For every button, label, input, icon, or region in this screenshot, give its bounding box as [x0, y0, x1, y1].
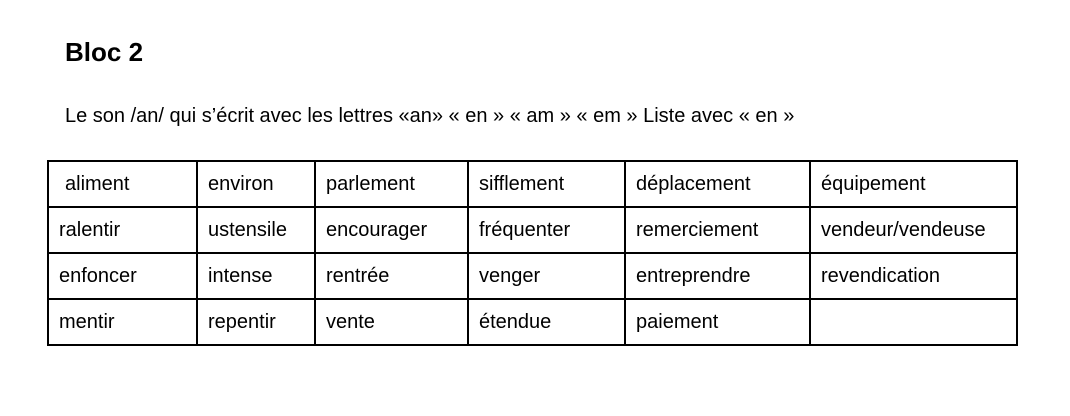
word-table: [47, 160, 1018, 346]
table-cell: déplacement: [625, 161, 810, 207]
table-cell: sifflement: [468, 161, 625, 207]
table-row: [48, 299, 1017, 345]
table-cell: équipement: [810, 161, 1017, 207]
table-cell: mentir: [48, 299, 197, 345]
table-cell: aliment: [48, 161, 197, 207]
table-cell: entreprendre: [625, 253, 810, 299]
table-cell: rentrée: [315, 253, 468, 299]
table-cell: vendeur/vendeuse: [810, 207, 1017, 253]
table-row: [48, 253, 1017, 299]
table-cell: vente: [315, 299, 468, 345]
table-cell: paiement: [625, 299, 810, 345]
table-cell: ralentir: [48, 207, 197, 253]
table-cell: étendue: [468, 299, 625, 345]
table-row: [48, 161, 1017, 207]
table-cell: encourager: [315, 207, 468, 253]
instruction-text: Le son /an/ qui s’écrit avec les lettres «an» « en » « am » « em » Liste avec « en »: [65, 105, 795, 127]
table-cell: parlement: [315, 161, 468, 207]
table-cell: remerciement: [625, 207, 810, 253]
table-cell: [810, 299, 1017, 345]
table-cell: enfoncer: [48, 253, 197, 299]
table-cell: fréquenter: [468, 207, 625, 253]
table-cell: venger: [468, 253, 625, 299]
table-cell: repentir: [197, 299, 315, 345]
table-row: [48, 207, 1017, 253]
page-title: Bloc 2: [65, 37, 144, 67]
table-cell: ustensile: [197, 207, 315, 253]
table-cell: intense: [197, 253, 315, 299]
table-cell: revendication: [810, 253, 1017, 299]
table-cell: environ: [197, 161, 315, 207]
